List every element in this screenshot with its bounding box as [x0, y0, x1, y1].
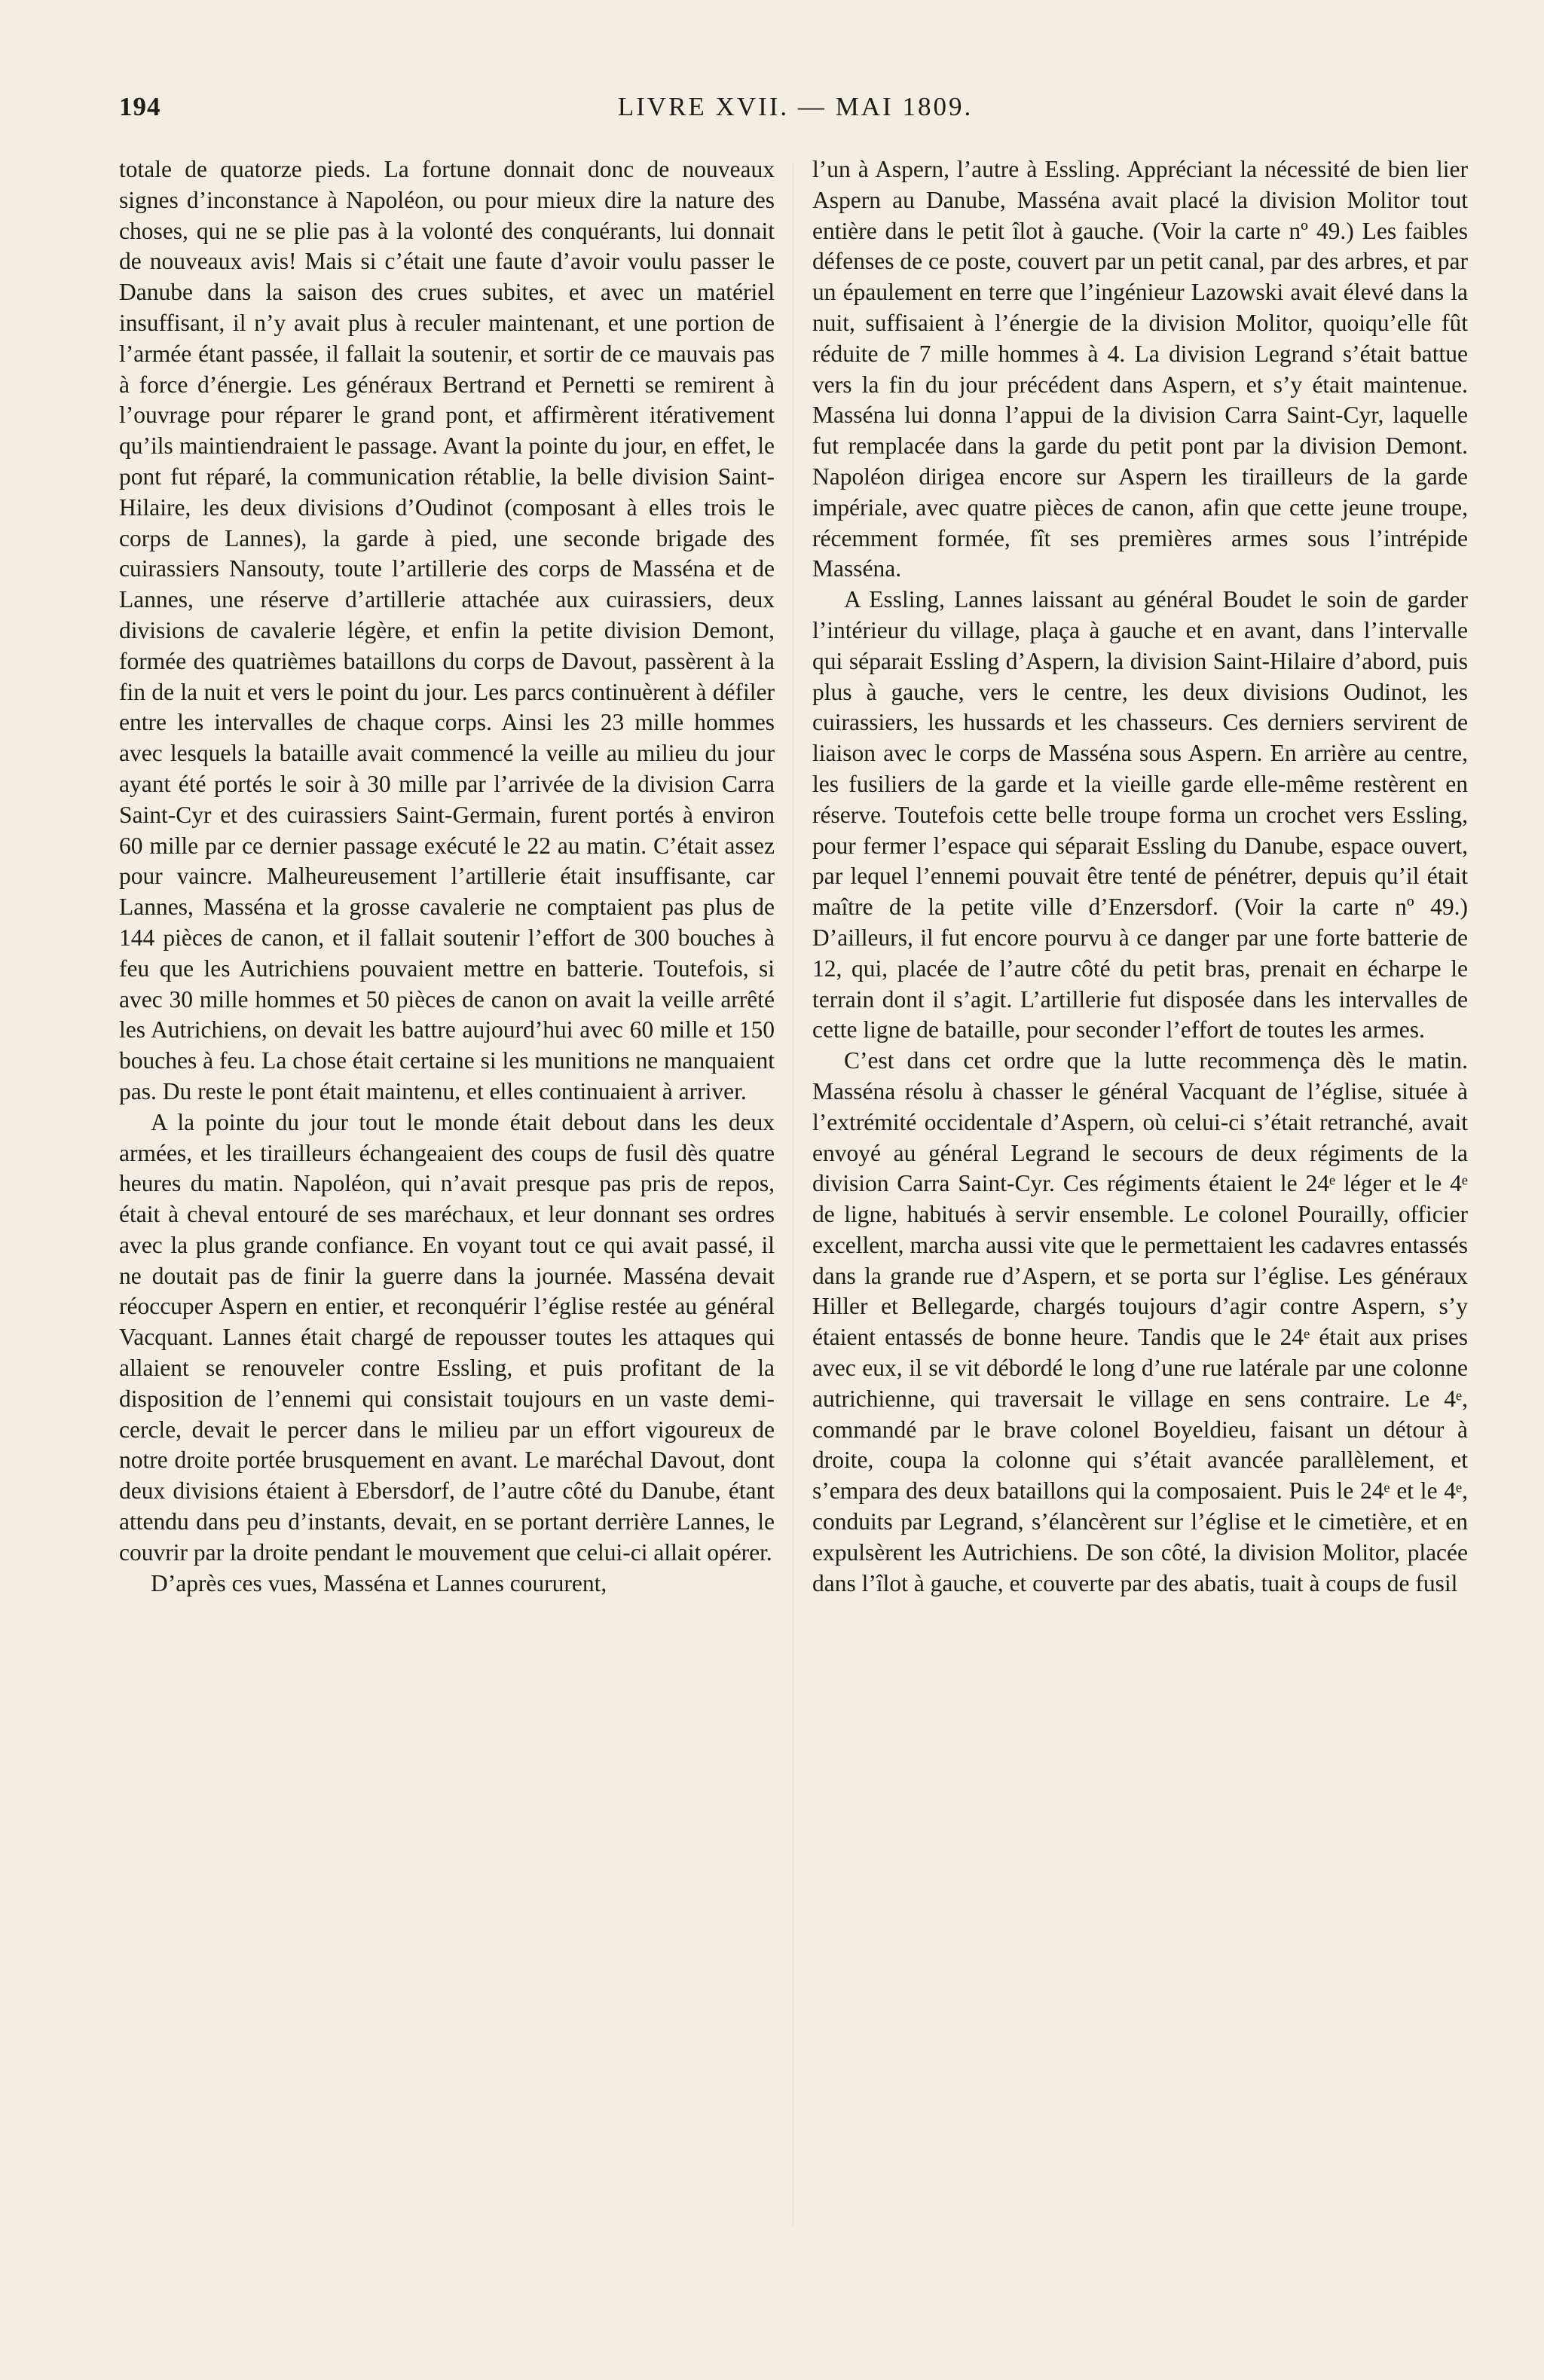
paragraph: D’après ces vues, Masséna et Lannes coururent, [151, 1569, 607, 1596]
left-text-column [119, 154, 775, 2332]
paragraph: C’est dans cet ordre que la lutte recommença dès le matin. Masséna résolu à chasser le général Vacquant de l’église, située à l’extrémité occidentale d’Aspern, où celui-ci s’était retranché, avait envoyé au général Legrand le secours de deux régiments de la division Carra Saint-Cyr. Ces régiments étaient le 24ᵉ léger et le 4ᵉ de ligne, habitués à servir ensemble. Le colonel Pourailly, officier excellent, marcha aussi vite que le permettaient les cadavres entassés dans la grande rue d’Aspern, et se porta sur l’église. Les généraux Hiller et Bellegarde, chargés toujours d’agir contre Aspern, s’y étaient entassés de bonne heure. Tandis que le 24ᵉ était aux prises avec eux, il se vit débordé le long d’une rue latérale par une colonne autrichienne, qui traversait le village en sens contraire. Le 4ᵉ, commandé par le brave colonel Boyeldieu, faisant un détour à droite, coupa la colonne qui s’était avancée parallèlement, et s’empara des deux bataillons qui la composaient. Puis le 24ᵉ et le 4ᵉ, conduits par Legrand, s’élancèrent sur l’église et le cimetière, et en expulsèrent les Autrichiens. De son côté, la division Molitor, placée dans l’îlot à gauche, et couverte par des abatis, tuait à coups de fusil [812, 1047, 1468, 1596]
paragraph: totale de quatorze pieds. La fortune donnait donc de nouveaux signes d’inconstance à Napoléon, ou pour mieux dire la nature des choses, qui ne se plie pas à la volonté des conquérants, lui donnait de nouveaux avis! Mais si c’était une faute d’avoir voulu passer le Danube dans la saison des crues subites, et avec un matériel insuffisant, il n’y avait plus à reculer maintenant, et une portion de l’armée étant passée, il fallait la soutenir, et sortir de ce mauvais pas à force d’énergie. Les généraux Bertrand et Pernetti se remirent à l’ouvrage pour réparer le grand pont, et affirmèrent itérativement qu’ils maintiendraient le passage. Avant la pointe du jour, en effet, le pont fut réparé, la communication rétablie, la belle division Saint-Hilaire, les deux divisions d’Oudinot (composant à elles trois le corps de Lannes), la garde à pied, une seconde brigade des cuirassiers Nansouty, toute l’artillerie des corps de Masséna et de Lannes, une réserve d’artillerie attachée aux cuirassiers, deux divisions de cavalerie légère, et enfin la petite division Demont, formée des quatrièmes bataillons du corps de Davout, passèrent à la fin de la nuit et vers le point du jour. Les parcs continuèrent à défiler entre les intervalles de chaque corps. Ainsi les 23 mille hommes avec lesquels la bataille avait commencé la veille au milieu du jour ayant été portés le soir à 30 mille par l’arrivée de la division Carra Saint-Cyr et des cuirassiers Saint-Germain, furent portés à environ 60 mille par ce dernier passage exécuté le 22 au matin. C’était assez pour vaincre. Malheureusement l’artillerie était insuffisante, car Lannes, Masséna et la grosse cavalerie ne comptaient pas plus de 144 pièces de canon, et il fallait soutenir l’effort de 300 bouches à feu que les Autrichiens pouvaient mettre en batterie. Toutefois, si avec 30 mille hommes et 50 pièces de canon on avait la veille arrêté les Autrichiens, on devait les battre aujourd’hui avec 60 mille et 150 bouches à feu. La chose était certaine si les munitions ne manquaient pas. Du reste le pont était maintenu, et elles continuaient à arriver. [119, 156, 775, 1104]
page-header [119, 92, 1472, 137]
page-number: 194 [119, 92, 161, 121]
paragraph: A la pointe du jour tout le monde était debout dans les deux armées, et les tirailleurs échangeaient des coups de fusil dès quatre heures du matin. Napoléon, qui n’avait presque pas pris de repos, était à cheval entouré de ses maréchaux, et leur donnant ses ordres avec la plus grande confiance. En voyant tout ce qui avait passé, il ne doutait pas de finir la guerre dans la journée. Masséna devait réoccuper Aspern en entier, et reconquérir l’église restée au général Vacquant. Lannes était chargé de repousser toutes les attaques qui allaient se renouveler contre Essling, et puis profitant de la disposition de l’ennemi qui consistait toujours en un vaste demi-cercle, devait le percer dans le milieu par un effort vigoureux de notre droite portée brusquement en avant. Le maréchal Davout, dont deux divisions étaient à Ebersdorf, de l’autre côté du Danube, étant attendu dans peu d’instants, devait, en se portant derrière Lannes, le couvrir par la droite pendant le mouvement que celui-ci allait opérer. [119, 1108, 775, 1566]
running-title: LIVRE XVII. — MAI 1809. [617, 92, 974, 121]
paragraph: A Essling, Lannes laissant au général Boudet le soin de garder l’intérieur du village, plaça à gauche et en avant, dans l’intervalle qui séparait Essling d’Aspern, la division Saint-Hilaire d’abord, puis plus à gauche, vers le centre, les deux divisions Oudinot, les cuirassiers, les hussards et les chasseurs. Ces derniers servirent de liaison avec le corps de Masséna sous Aspern. En arrière au centre, les fusiliers de la garde et la vieille garde elle-même restèrent en réserve. Toutefois cette belle troupe forma un crochet vers Essling, pour fermer l’espace qui séparait Essling du Danube, espace ouvert, par lequel l’ennemi pouvait être tenté de pénétrer, depuis qu’il était maître de la petite ville d’Enzersdorf. (Voir la carte nº 49.) D’ailleurs, il fut encore pourvu à ce danger par une forte batterie de 12, qui, placée de l’autre côté du petit bras, prenait en écharpe le terrain dont il s’agit. L’artillerie fut disposée dans les intervalles de cette ligne de bataille, pour seconder l’effort de toutes les armes. [812, 586, 1468, 1043]
paragraph: l’un à Aspern, l’autre à Essling. Appréciant la nécessité de bien lier Aspern au Danube, Masséna avait placé la division Molitor tout entière dans le petit îlot à gauche. (Voir la carte nº 49.) Les faibles défenses de ce poste, couvert par un petit canal, par des arbres, et par un épaulement en terre que l’ingénieur Lazowski avait élevé dans la nuit, suffisaient à l’énergie de la division Molitor, quoiqu’elle fût réduite de 7 mille hommes à 4. La division Legrand s’était battue vers la fin du jour précédent dans Aspern, et s’y était maintenue. Masséna lui donna l’appui de la division Carra Saint-Cyr, laquelle fut remplacée dans la garde du petit pont par la division Demont. Napoléon dirigea encore sur Aspern les tirailleurs de la garde impériale, avec quatre pièces de canon, afin que cette jeune troupe, récemment formée, fît ses premières armes sous l’intrépide Masséna. [812, 156, 1468, 582]
right-text-column [812, 154, 1468, 2332]
